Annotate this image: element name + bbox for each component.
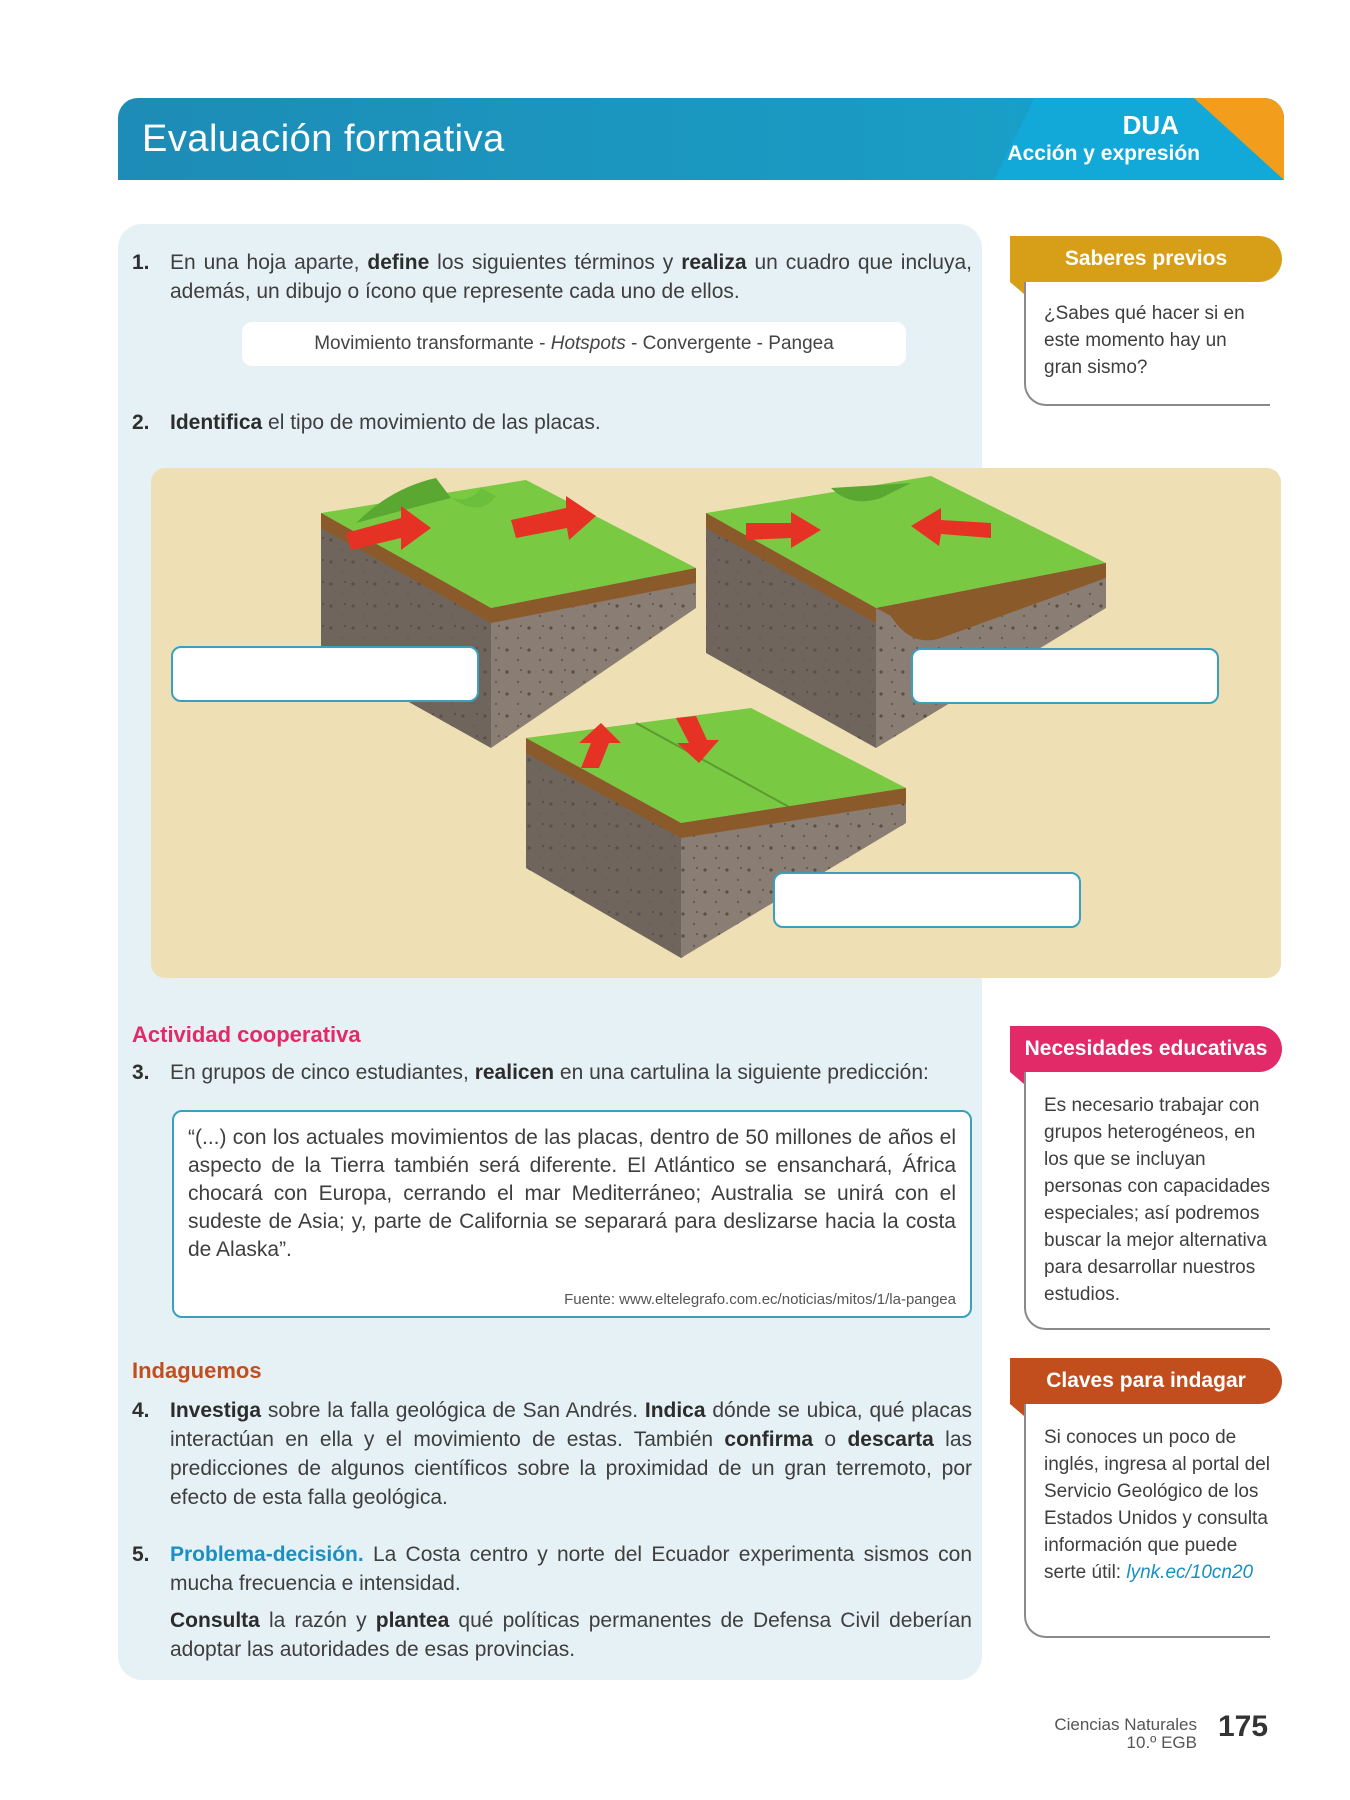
page-title: Evaluación formativa (142, 118, 505, 160)
question-number: 4. (132, 1399, 150, 1422)
page-header (118, 98, 1284, 180)
answer-box-convergent[interactable] (911, 648, 1219, 704)
question-text: Problema-decisión. La Costa centro y norte del Ecuador experimenta sismos con mucha frecuencia e intensidad. (170, 1543, 972, 1595)
question-text: Investiga sobre la falla geológica de San Andrés. Indica dónde se ubica, qué placas interactúan en ella y el movimiento de estas. También confirma o descarta las predicciones de algunos científicos sobre la proximidad de un gran terremoto, por efecto de esta falla geológica. (170, 1399, 973, 1509)
question-number: 1. (132, 251, 150, 274)
question-number: 5. (132, 1543, 150, 1566)
claves-tab: Claves para indagar (1010, 1358, 1282, 1404)
necesidades-tab: Necesidades educativas (1010, 1026, 1282, 1072)
quote-source: Fuente: www.eltelegrafo.com.ec/noticias/mitos/1/la-pangea (564, 1291, 956, 1308)
question-number: 3. (132, 1061, 150, 1084)
cooperativa-title: Actividad cooperativa (132, 1022, 361, 1047)
question-4 (132, 1396, 972, 1512)
tectonic-blocks-illustration (151, 468, 1281, 978)
question-3 (132, 1058, 972, 1087)
question-2 (132, 408, 972, 437)
footer-subject: Ciencias Naturales 10.º EGB (1054, 1715, 1197, 1752)
dua-subtitle: Acción y expresión (1007, 142, 1200, 165)
question-text: En grupos de cinco estudiantes, realicen en una cartulina la siguiente predicción: (170, 1061, 929, 1084)
question-text-2: Consulta la razón y plantea qué políticas permanentes de Defensa Civil deberían adoptar las autoridades de esas provincias. (170, 1609, 972, 1661)
prediction-quote-box (172, 1110, 972, 1318)
question-5 (132, 1540, 972, 1664)
question-number: 2. (132, 411, 150, 434)
page-number: 175 (1218, 1710, 1269, 1743)
claves-body: Si conoces un poco de inglés, ingresa al portal del Servicio Geológico de los Estados Unidos y consulta información que puede serte útil: lynk.ec/10cn20 (1044, 1427, 1271, 1583)
claves-link[interactable]: lynk.ec/10cn20 (1126, 1562, 1254, 1583)
necesidades-body: Es necesario trabajar con grupos heterogéneos, en los que se incluyan personas con capacidades especiales; así podremos buscar la mejor alternativa para desarrollar nuestros estudios. (1044, 1095, 1271, 1305)
answer-box-divergent[interactable] (171, 646, 479, 702)
question-text: En una hoja aparte, define los siguientes términos y realiza un cuadro que incluya, además, un dibujo o ícono que represente cada uno de ellos. (170, 251, 972, 303)
plate-illustration (151, 468, 1281, 978)
block-divergent (321, 478, 696, 748)
dua-label: DUA (1122, 110, 1179, 140)
saberes-tab: Saberes previos (1010, 236, 1282, 282)
question-1 (132, 248, 972, 306)
terms-box: Movimiento transformante - Hotspots - Convergente - Pangea (242, 322, 906, 366)
answer-box-transform[interactable] (773, 872, 1081, 928)
question-text: Identifica el tipo de movimiento de las placas. (170, 411, 601, 434)
block-convergent (706, 476, 1106, 748)
saberes-body: ¿Sabes qué hacer si en este momento hay un gran sismo? (1044, 303, 1245, 378)
indaguemos-title: Indaguemos (132, 1358, 262, 1383)
prediction-quote: “(...) con los actuales movimientos de las placas, dentro de 50 millones de años el aspecto de la Tierra también será diferente. El Atlántico se ensanchará, África chocará con Europa, cerrando el mar Mediterráneo; Australia se unirá con el sudeste de Asia; y, parte de California se separará para deslizarse hacia la costa de Alaska”. (188, 1126, 956, 1261)
